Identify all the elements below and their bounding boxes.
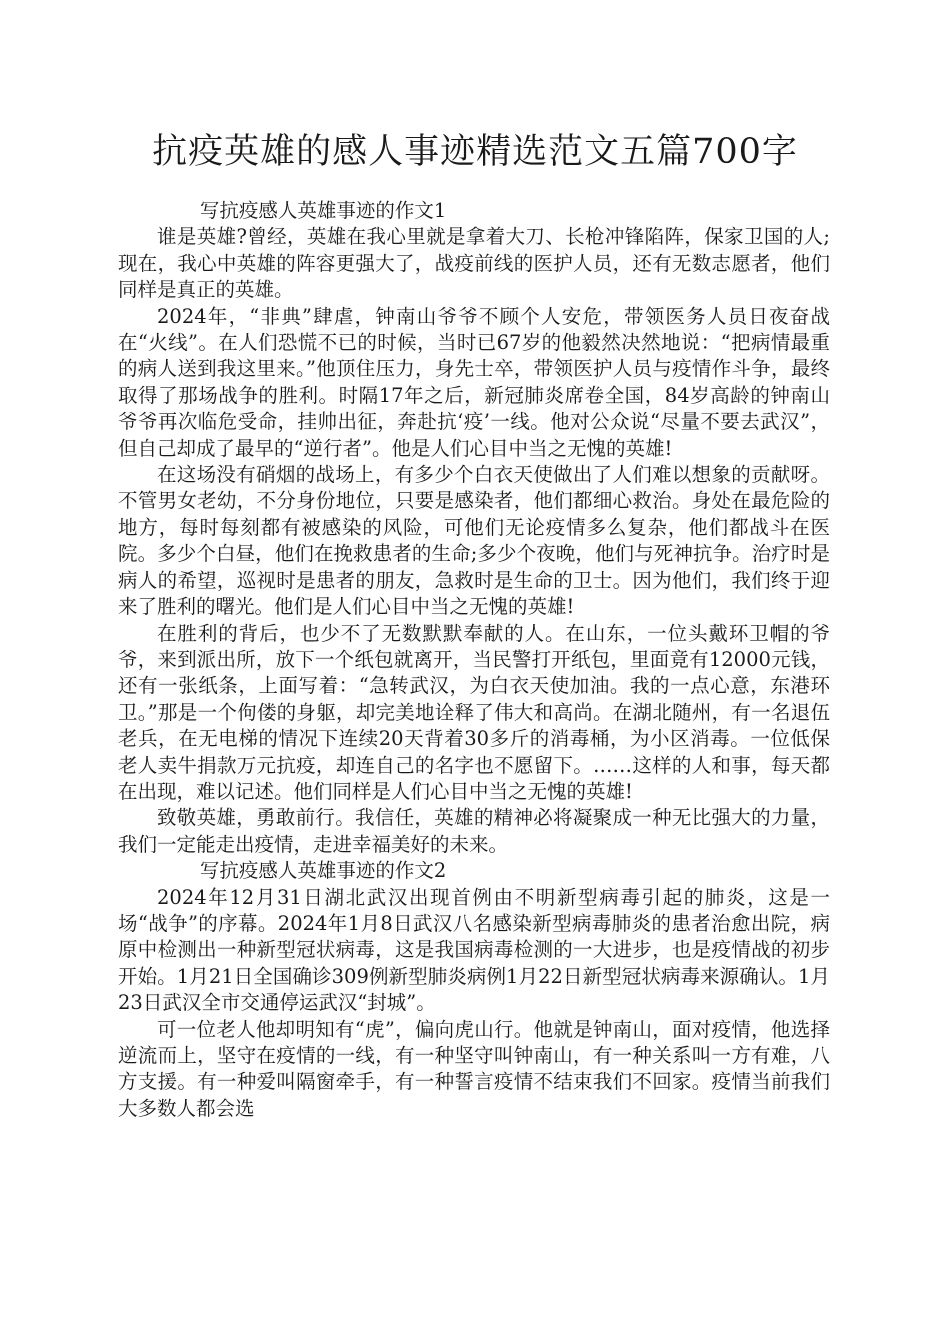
essay-heading: 写抗疫感人英雄事迹的作文2 [199,859,447,883]
document-body [118,198,830,1122]
body-paragraph: 谁是英雄?曾经，英雄在我心里就是拿着大刀、长枪冲锋陷阵，保家卫国的人;现在，我心中英雄的阵容更强大了，战疫前线的医护人员，还有无数志愿者，他们同样是真正的英雄。 [118,225,830,302]
body-paragraph: 2024年12月31日湖北武汉出现首例由不明新型病毒引起的肺炎，这是一场“战争”的序幕。2024年1月8日武汉八名感染新型病毒肺炎的患者治愈出院，病原中检测出一种新型冠状病毒，这是我国病毒检测的一大进步，也是疫情战的初步开始。1月21日全国确诊309例新型肺炎病例1月22日新型冠状病毒来源确认。1月23日武汉全市交通停运武汉“封城”。 [118,885,830,1015]
body-paragraph: 在这场没有硝烟的战场上，有多少个白衣天使做出了人们难以想象的贡献呀。不管男女老幼，不分身份地位，只要是感染者，他们都细心救治。身处在最危险的地方，每时每刻都有被感染的风险，可他们无论疫情多么复杂，他们都战斗在医院。多少个白昼，他们在挽救患者的生命;多少个夜晚，他们与死神抗争。治疗时是病人的希望，巡视时是患者的朋友，急救时是生命的卫士。因为他们，我们终于迎来了胜利的曙光。他们是人们心目中当之无愧的英雄! [118,463,830,619]
body-paragraph: 2024年，“非典”肆虐，钟南山爷爷不顾个人安危，带领医务人员日夜奋战在“火线”。在人们恐慌不已的时候，当时已67岁的他毅然决然地说：“把病情最重的病人送到我这里来。”他顶住压力，身先士卒，带领医护人员与疫情作斗争，最终取得了那场战争的胜利。时隔17年之后，新冠肺炎席卷全国，84岁高龄的钟南山爷爷再次临危受命，挂帅出征，奔赴抗‘疫’一线。他对公众说“尽量不要去武汉”，但自己却成了最早的“逆行者”。他是人们心目中当之无愧的英雄! [118,304,830,460]
body-paragraph: 致敬英雄，勇敢前行。我信任，英雄的精神必将凝聚成一种无比强大的力量，我们一定能走出疫情，走进幸福美好的未来。 [118,806,830,856]
body-paragraph: 可一位老人他却明知有“虎”，偏向虎山行。他就是钟南山，面对疫情，他选择逆流而上，坚守在疫情的一线，有一种坚守叫钟南山，有一种关系叫一方有难，八方支援。有一种爱叫隔窗牵手，有一种誓言疫情不结束我们不回家。疫情当前我们大多数人都会选 [118,1017,830,1120]
body-paragraph: 在胜利的背后，也少不了无数默默奉献的人。在山东，一位头戴环卫帽的爷爷，来到派出所，放下一个纸包就离开，当民警打开纸包，里面竟有12000元钱，还有一张纸条，上面写着：“急转武汉，为白衣天使加油。我的一点心意，东港环卫。”那是一个佝偻的身躯，却完美地诠释了伟大和高尚。在湖北随州，有一名退伍老兵，在无电梯的情况下连续20天背着30多斤的消毒桶，为小区消毒。一位低保老人卖牛捐款万元抗疫，却连自己的名字也不愿留下。……这样的人和事，每天都在出现，难以记述。他们同样是人们心目中当之无愧的英雄! [118,621,830,803]
essay-heading: 写抗疫感人英雄事迹的作文1 [199,199,447,222]
document-title: 抗疫英雄的感人事迹精选范文五篇700字 [152,132,798,172]
